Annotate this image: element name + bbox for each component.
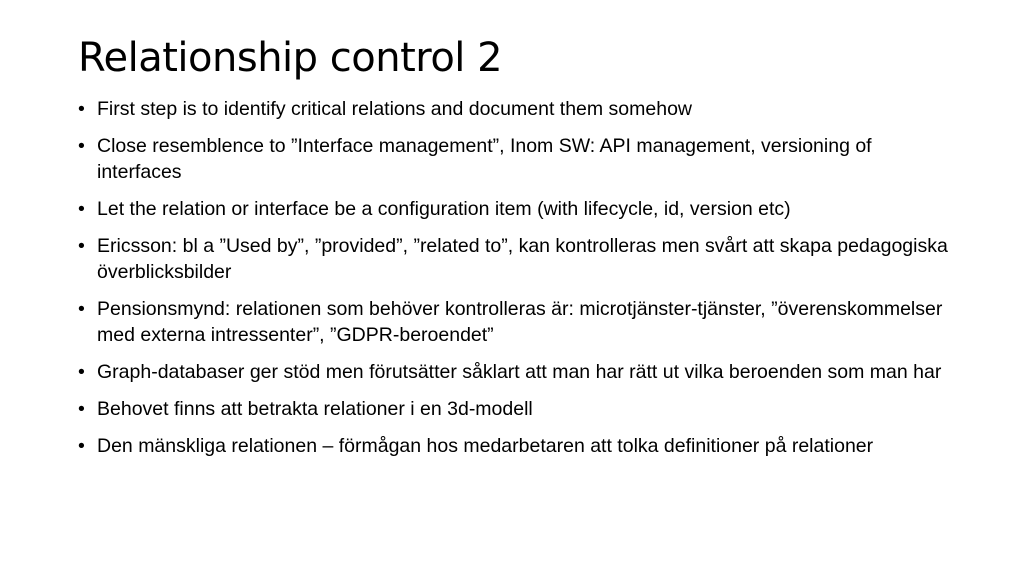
bullet-text: Den mänskliga relationen – förmågan hos medarbetaren att tolka definitioner på relationer <box>97 435 874 457</box>
bullet-text: Close resemblence to ”Interface management”, Inom SW: API management, versioning of interfaces <box>97 135 872 183</box>
bullet-dot-icon: • <box>78 198 85 220</box>
bullet-dot-icon: • <box>78 435 85 457</box>
bullet-list <box>78 96 958 470</box>
bullet-item <box>78 133 958 185</box>
bullet-dot-icon: • <box>78 398 85 420</box>
bullet-text: First step is to identify critical relations and document them somehow <box>97 98 693 120</box>
bullet-text: Behovet finns att betrakta relationer i en 3d-modell <box>97 398 533 420</box>
bullet-text: Let the relation or interface be a configuration item (with lifecycle, id, version etc) <box>97 198 791 220</box>
bullet-text: Graph-databaser ger stöd men förutsätter såklart att man har rätt ut vilka beroenden som man har <box>97 361 942 383</box>
bullet-item <box>78 359 958 385</box>
bullet-item <box>78 196 958 222</box>
bullet-item <box>78 433 958 459</box>
bullet-item <box>78 296 958 348</box>
bullet-dot-icon: • <box>78 135 85 157</box>
bullet-dot-icon: • <box>78 298 85 320</box>
bullet-text: Ericsson: bl a ”Used by”, ”provided”, ”related to”, kan kontrolleras men svårt att skapa pedagogiska överblicksbilder <box>97 235 948 283</box>
bullet-item <box>78 396 958 422</box>
bullet-dot-icon: • <box>78 361 85 383</box>
bullet-text: Pensionsmynd: relationen som behöver kontrolleras är: microtjänster-tjänster, ”överenskommelser med externa intressenter”, ”GDPR-beroendet” <box>97 298 943 346</box>
bullet-dot-icon: • <box>78 235 85 257</box>
slide-title: Relationship control 2 <box>78 35 503 81</box>
bullet-dot-icon: • <box>78 98 85 120</box>
bullet-item <box>78 96 958 122</box>
bullet-item <box>78 233 958 285</box>
